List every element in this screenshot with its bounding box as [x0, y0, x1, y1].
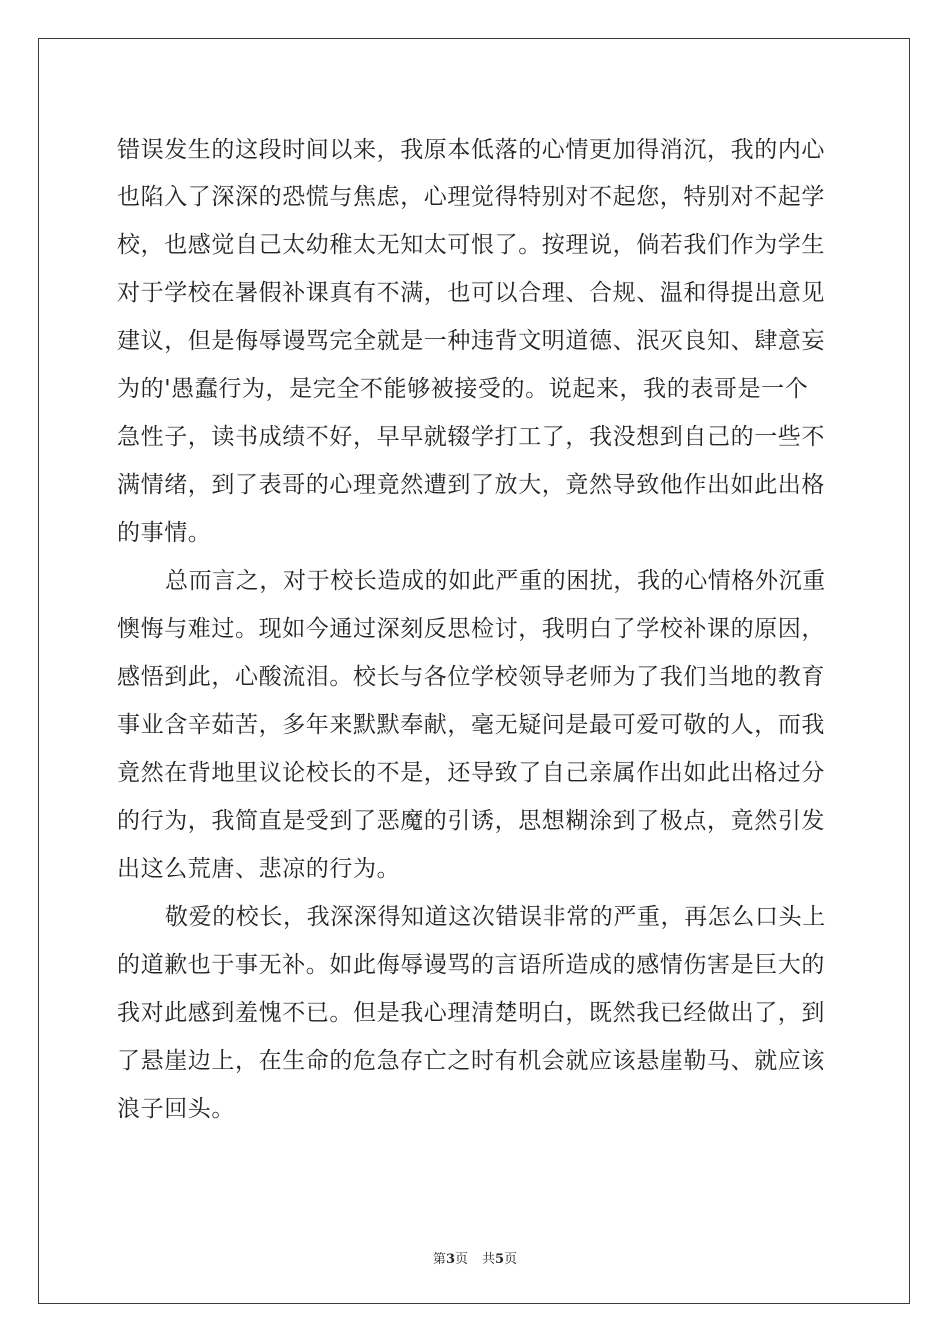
text-line: 校，也感觉自己太幼稚太无知太可恨了。按理说，倘若我们作为学生 — [117, 232, 825, 258]
text-line: 的行为，我简直是受到了恶魔的引诱，思想糊涂到了极点，竟然引发 — [117, 808, 825, 834]
text-line: 事业含辛茹苦，多年来默默奉献，毫无疑问是最可爱可敬的人，而我 — [117, 712, 825, 738]
page-footer — [0, 1248, 950, 1267]
text-line: 我对此感到羞愧不已。但是我心理清楚明白，既然我已经做出了，到 — [117, 1000, 825, 1026]
text-line: 建议，但是侮辱谩骂完全就是一种违背文明道德、泯灭良知、肆意妄 — [117, 328, 825, 354]
text-line: 错误发生的这段时间以来，我原本低落的心情更加得消沉，我的内心 — [117, 137, 825, 163]
text-line: 急性子，读书成绩不好，早早就辍学打工了，我没想到自己的一些不 — [117, 424, 825, 450]
text-line: 的道歉也于事无补。如此侮辱谩骂的言语所造成的感情伤害是巨大的 — [117, 952, 825, 978]
text-line: 为的'愚蠢行为，是完全不能够被接受的。说起来，我的表哥是一个 — [117, 376, 809, 402]
text-line: 出这么荒唐、悲凉的行为。 — [117, 856, 401, 882]
text-line: 懊悔与难过。现如今通过深刻反思检讨，我明白了学校补课的原因， — [117, 616, 825, 642]
paragraph-first-line: 总而言之，对于校长造成的如此严重的困扰，我的心情格外沉重 — [165, 568, 826, 594]
text-line: 对于学校在暑假补课真有不满，也可以合理、合规、温和得提出意见 — [117, 280, 825, 306]
page-prefix: 第 — [432, 1252, 446, 1267]
total-unit: 页 — [504, 1252, 518, 1267]
text-line: 满情绪，到了表哥的心理竟然遭到了放大，竟然导致他作出如此出格 — [117, 472, 825, 498]
text-line: 浪子回头。 — [117, 1096, 235, 1122]
total-prefix: 共 — [482, 1252, 496, 1267]
page-unit: 页 — [454, 1252, 468, 1267]
paragraph-first-line: 敬爱的校长，我深深得知道这次错误非常的严重，再怎么口头上 — [165, 904, 826, 930]
text-line: 也陷入了深深的恐慌与焦虑，心理觉得特别对不起您，特别对不起学 — [117, 184, 825, 210]
current-page-number: 3 — [445, 1252, 455, 1267]
text-line: 了悬崖边上，在生命的危急存亡之时有机会就应该悬崖勒马、就应该 — [117, 1048, 825, 1074]
text-line: 感悟到此，心酸流泪。校长与各位学校领导老师为了我们当地的教育 — [117, 664, 825, 690]
text-line: 竟然在背地里议论校长的不是，还导致了自己亲属作出如此出格过分 — [117, 760, 825, 786]
total-page-number: 5 — [495, 1252, 505, 1267]
text-line: 的事情。 — [117, 520, 212, 546]
